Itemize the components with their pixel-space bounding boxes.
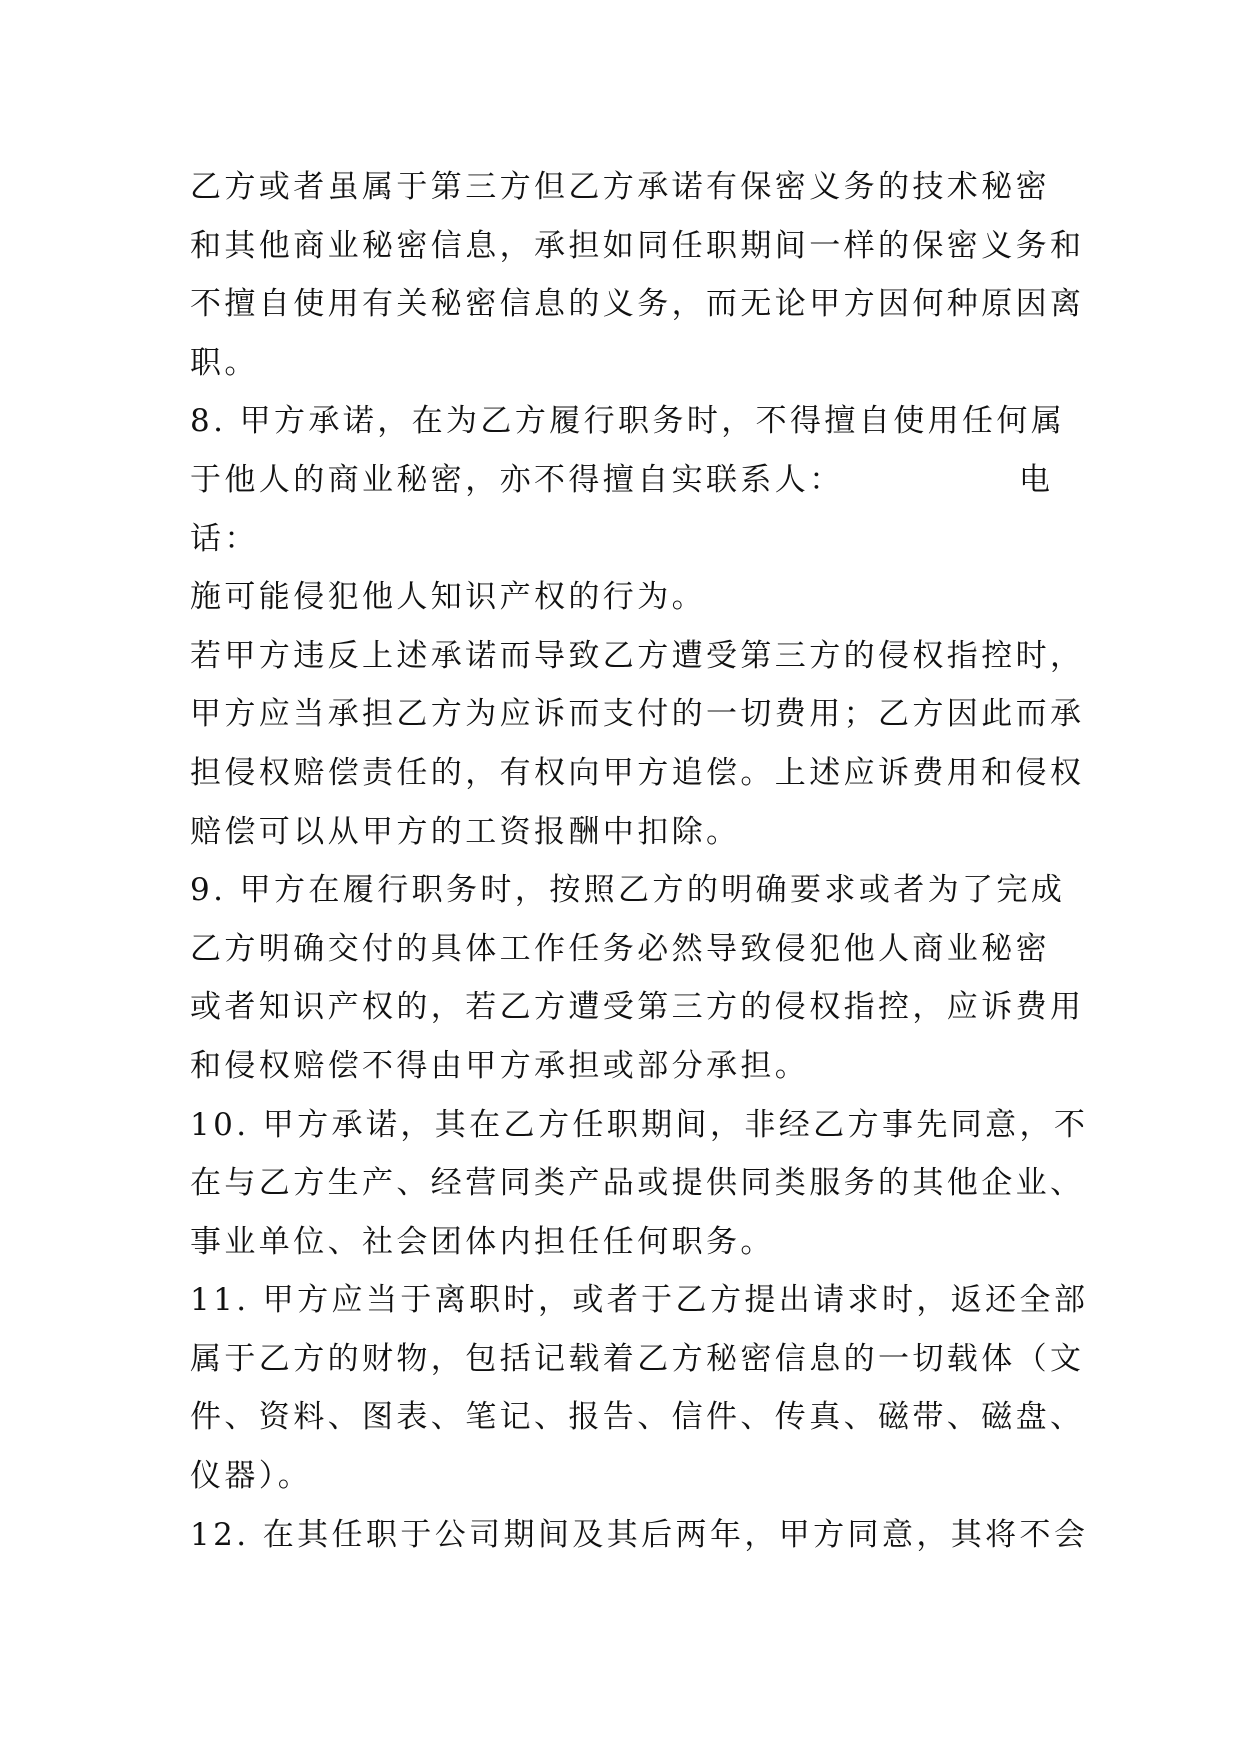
text-line: 在与乙方生产、经营同类产品或提供同类服务的其他企业、 xyxy=(190,1165,1085,1202)
text-line: 乙方明确交付的具体工作任务必然导致侵犯他人商业秘密 xyxy=(190,930,1050,967)
text-line: 担侵权赔偿责任的，有权向甲方追偿。上述应诉费用和侵权 xyxy=(190,754,1085,791)
text-segment: 于他人的商业秘密，亦不得擅自实联系人： xyxy=(190,461,844,498)
text-line: 11. 甲方应当于离职时，或者于乙方提出请求时，返还全部 xyxy=(190,1282,1089,1319)
text-line: 9. 甲方在履行职务时，按照乙方的明确要求或者为了完成 xyxy=(190,872,1066,909)
text-line: 属于乙方的财物，包括记载着乙方秘密信息的一切载体（文 xyxy=(190,1340,1085,1377)
text-segment: 电 xyxy=(1019,461,1050,498)
text-line: 乙方或者虽属于第三方但乙方承诺有保密义务的技术秘密 xyxy=(190,169,1050,205)
text-line: 甲方应当承担乙方为应诉而支付的一切费用；乙方因此而承 xyxy=(190,696,1085,733)
text-line-split xyxy=(190,451,1050,510)
text-line: 职。 xyxy=(190,344,259,381)
text-line: 12. 在其任职于公司期间及其后两年，甲方同意，其将不会 xyxy=(190,1516,1089,1553)
document-page xyxy=(190,158,1089,1564)
text-line: 施可能侵犯他人知识产权的行为。 xyxy=(190,579,706,616)
text-line: 事业单位、社会团体内担任任何职务。 xyxy=(190,1223,775,1260)
text-line: 和侵权赔偿不得由甲方承担或部分承担。 xyxy=(190,1047,810,1084)
text-line: 和其他商业秘密信息，承担如同任职期间一样的保密义务和 xyxy=(190,227,1085,264)
text-line: 话： xyxy=(190,520,259,557)
text-line: 10. 甲方承诺，其在乙方任职期间，非经乙方事先同意，不 xyxy=(190,1106,1089,1143)
text-line: 仪器）。 xyxy=(190,1458,313,1495)
text-line: 赔偿可以从甲方的工资报酬中扣除。 xyxy=(190,813,741,850)
text-line: 不擅自使用有关秘密信息的义务，而无论甲方因何种原因离 xyxy=(190,286,1085,323)
text-line: 8. 甲方承诺，在为乙方履行职务时，不得擅自使用任何属 xyxy=(190,403,1066,440)
text-line: 件、资料、图表、笔记、报告、信件、传真、磁带、磁盘、 xyxy=(190,1399,1085,1436)
text-line: 或者知识产权的，若乙方遭受第三方的侵权指控，应诉费用 xyxy=(190,989,1085,1026)
text-line: 若甲方违反上述承诺而导致乙方遭受第三方的侵权指控时， xyxy=(190,637,1085,674)
